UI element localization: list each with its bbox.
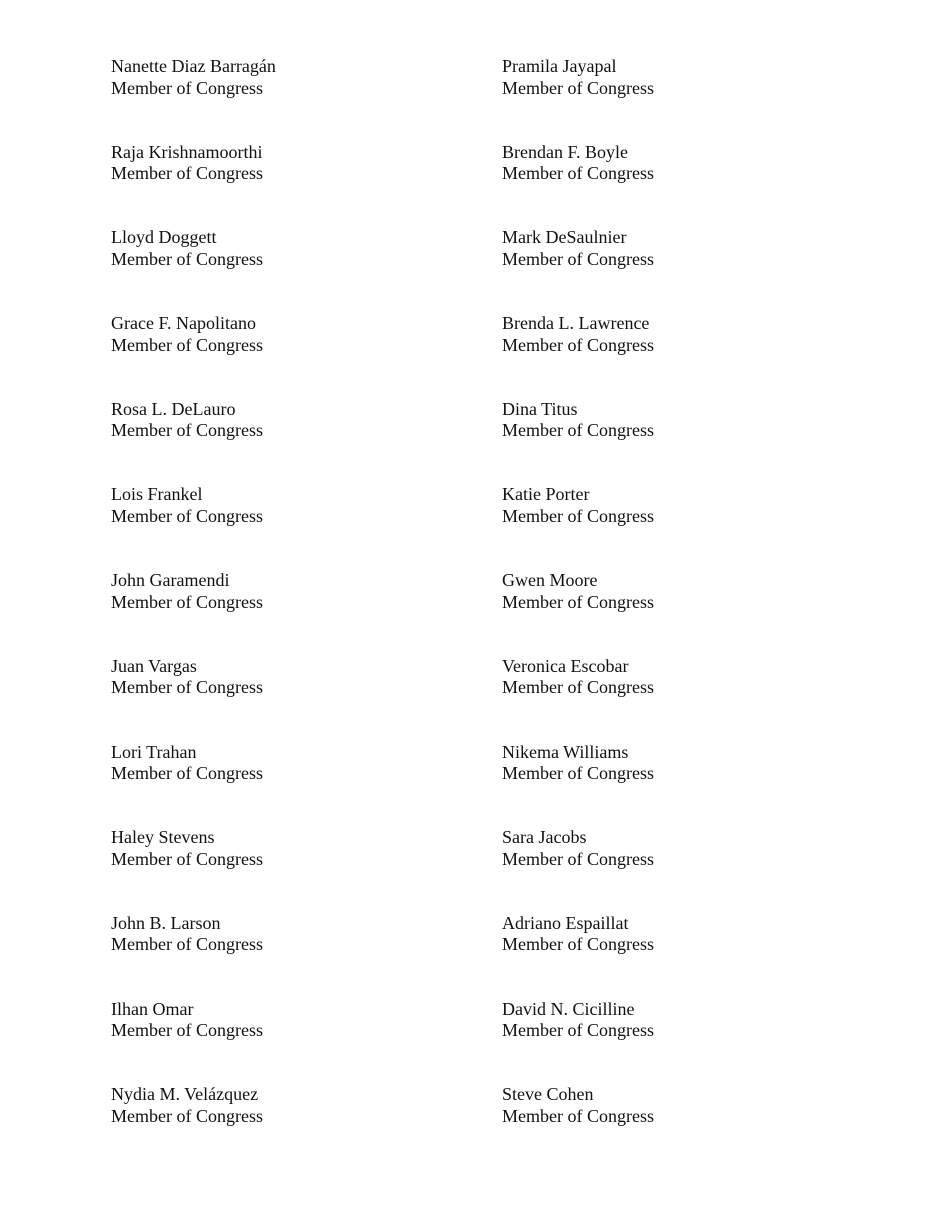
signatory-name: Gwen Moore bbox=[502, 570, 598, 591]
signatory bbox=[111, 227, 502, 313]
signatory bbox=[502, 227, 831, 313]
signatory-title: Member of Congress bbox=[111, 591, 263, 612]
signatory bbox=[502, 484, 831, 570]
signatory-name: Brendan F. Boyle bbox=[502, 141, 629, 162]
signatory-title: Member of Congress bbox=[111, 505, 263, 526]
signatory-name: Nikema Williams bbox=[502, 741, 629, 762]
signatory-name: Juan Vargas bbox=[111, 655, 197, 676]
signatory bbox=[502, 570, 831, 656]
signatory-name: David N. Cicilline bbox=[502, 998, 635, 1019]
signatory bbox=[111, 570, 502, 656]
signatory-name: Lois Frankel bbox=[111, 484, 203, 505]
signatory-name: John B. Larson bbox=[111, 912, 221, 933]
signatory-title: Member of Congress bbox=[111, 77, 263, 98]
signatory-title: Member of Congress bbox=[502, 677, 654, 698]
signatory-name: Steve Cohen bbox=[502, 1084, 594, 1105]
signatory-name: Ilhan Omar bbox=[111, 998, 194, 1019]
signatory bbox=[502, 742, 831, 828]
signatory-name: Nydia M. Velázquez bbox=[111, 1084, 259, 1105]
signatory-title: Member of Congress bbox=[502, 163, 654, 184]
signatory bbox=[502, 399, 831, 485]
signatory-name: Haley Stevens bbox=[111, 827, 215, 848]
signatory-name: Raja Krishnamoorthi bbox=[111, 141, 263, 162]
signatory bbox=[111, 56, 502, 142]
signatory bbox=[111, 313, 502, 399]
signatory-name: Veronica Escobar bbox=[502, 655, 629, 676]
signatory-name: Katie Porter bbox=[502, 484, 590, 505]
signatory-title: Member of Congress bbox=[502, 505, 654, 526]
signatory-title: Member of Congress bbox=[111, 934, 263, 955]
signatory bbox=[111, 742, 502, 828]
signatory-name: Grace F. Napolitano bbox=[111, 313, 257, 334]
signatory-title: Member of Congress bbox=[111, 248, 263, 269]
signatory-title: Member of Congress bbox=[502, 848, 654, 869]
signatory bbox=[502, 56, 831, 142]
signatory bbox=[111, 1084, 502, 1170]
signatory-name: Rosa L. DeLauro bbox=[111, 398, 236, 419]
signatory-title: Member of Congress bbox=[111, 1020, 263, 1041]
signatory-title: Member of Congress bbox=[111, 163, 263, 184]
signatory-title: Member of Congress bbox=[111, 334, 263, 355]
signatory bbox=[502, 313, 831, 399]
signatory-name: Sara Jacobs bbox=[502, 827, 587, 848]
signatory-name: Lori Trahan bbox=[111, 741, 197, 762]
signatory-title: Member of Congress bbox=[502, 763, 654, 783]
signatory-name: Pramila Jayapal bbox=[502, 56, 617, 76]
signatory-title: Member of Congress bbox=[111, 763, 263, 783]
signatory bbox=[502, 1084, 831, 1170]
signatory-title: Member of Congress bbox=[502, 591, 654, 612]
signatory-title: Member of Congress bbox=[502, 420, 654, 441]
signatory bbox=[502, 827, 831, 913]
signatory-name: Nanette Diaz Barragán bbox=[111, 56, 276, 76]
signatory-list bbox=[111, 56, 831, 1170]
signatory-name: Lloyd Doggett bbox=[111, 227, 217, 248]
signatory-title: Member of Congress bbox=[502, 1105, 654, 1126]
signatory bbox=[502, 656, 831, 742]
signatory bbox=[502, 999, 831, 1085]
signatory-name: Dina Titus bbox=[502, 398, 578, 419]
signatory-title: Member of Congress bbox=[111, 420, 263, 441]
signatory-name: Adriano Espaillat bbox=[502, 912, 629, 933]
signatory bbox=[111, 913, 502, 999]
signatory-name: Mark DeSaulnier bbox=[502, 227, 627, 248]
signatory-name: John Garamendi bbox=[111, 570, 230, 591]
signatory-title: Member of Congress bbox=[111, 677, 263, 698]
signatory bbox=[111, 656, 502, 742]
signatory bbox=[111, 484, 502, 570]
signatory-title: Member of Congress bbox=[111, 848, 263, 869]
signatory-name: Brenda L. Lawrence bbox=[502, 313, 650, 334]
signatory bbox=[502, 142, 831, 228]
signatory bbox=[111, 142, 502, 228]
signatory bbox=[111, 999, 502, 1085]
signatory-title: Member of Congress bbox=[502, 248, 654, 269]
signatory bbox=[111, 827, 502, 913]
signatory bbox=[111, 399, 502, 485]
signatory-title: Member of Congress bbox=[502, 1020, 654, 1041]
signatory bbox=[502, 913, 831, 999]
signatory-title: Member of Congress bbox=[111, 1105, 263, 1126]
signatory-title: Member of Congress bbox=[502, 77, 654, 98]
signatory-title: Member of Congress bbox=[502, 934, 654, 955]
signatory-title: Member of Congress bbox=[502, 334, 654, 355]
